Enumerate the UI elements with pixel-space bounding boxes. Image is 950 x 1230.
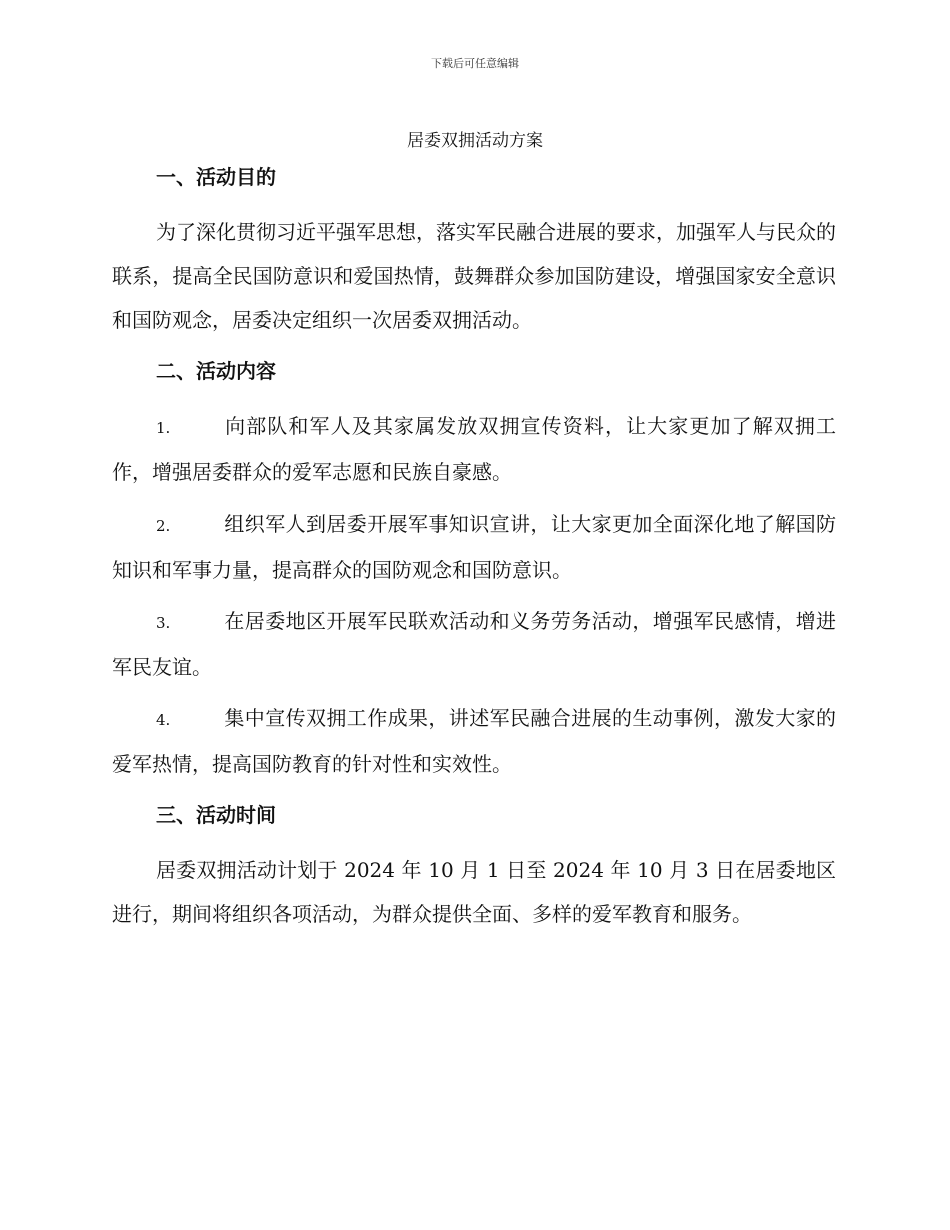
list-item-text: 向部队和军人及其家属发放双拥宣传资料，让大家更加了解双拥工作，增强居委群众的爱军志愿和民族自豪感。 [112,414,836,484]
list-item [112,404,836,494]
list-item [112,696,836,786]
section-heading-content: 二、活动内容 [156,359,276,383]
list-item-text: 在居委地区开展军民联欢活动和义务劳务活动，增强军民感情，增进军民友谊。 [112,609,836,679]
list-item-number: 1. [156,419,171,437]
list-item-number: 4. [156,711,171,729]
list-item-text: 集中宣传双拥工作成果，讲述军民融合进展的生动事例，激发大家的爱军热情，提高国防教育的针对性和实效性。 [112,706,836,776]
section-paragraph-purpose: 为了深化贯彻习近平强军思想，落实军民融合进展的要求，加强军人与民众的联系，提高全民国防意识和爱国热情，鼓舞群众参加国防建设，增强国家安全意识和国防观念，居委决定组织一次居委双拥活动。 [112,220,836,332]
list-item-number: 2. [156,517,171,535]
section-heading-purpose: 一、活动目的 [156,165,276,189]
list-item [112,502,836,592]
list-item [112,599,836,689]
section-heading-time: 三、活动时间 [156,803,276,827]
header-note: 下载后可任意编辑 [431,57,519,70]
list-item-text: 组织军人到居委开展军事知识宣讲，让大家更加全面深化地了解国防知识和军事力量，提高群众的国防观念和国防意识。 [112,512,836,582]
list-item-number: 3. [156,614,171,632]
document-title: 居委双拥活动方案 [407,131,543,151]
section-paragraph-time: 居委双拥活动计划于 2024 年 10 月 1 日至 2024 年 10 月 3 日在居委地区进行，期间将组织各项活动，为群众提供全面、多样的爱军教育和服务。 [112,858,836,926]
